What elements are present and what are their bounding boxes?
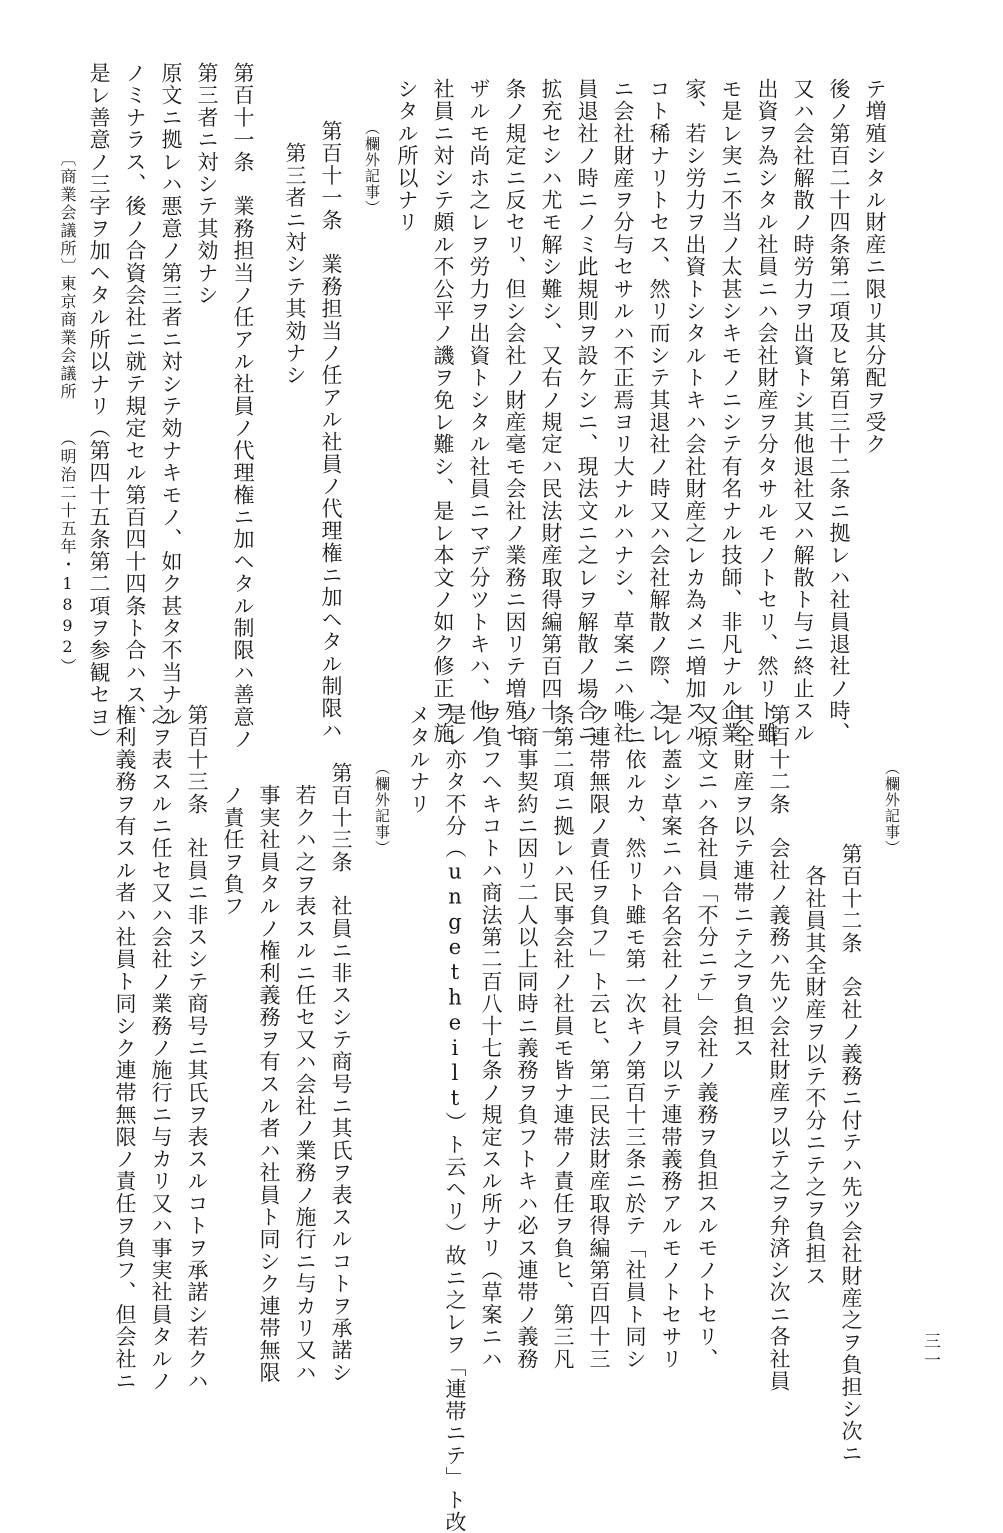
- top-main-text: [389, 78, 893, 744]
- marginal-note-label: （欄外記事）: [883, 760, 901, 856]
- bottom-article-text-2: [107, 704, 215, 1392]
- text-column: 後ノ第百二十四条第二項及ヒ第百三十二条ニ拠レハ社員退社ノ時、: [827, 78, 851, 744]
- text-column: 権利義務ヲ有スル者ハ社員ト同シク連帯無限ノ責任ヲ負フ、但会社ニ: [113, 704, 137, 1393]
- text-column: ザルモ尚ホ之レヲ労力ヲ出資トシタル社員ニマデ分ツトキハ、他ノ: [467, 78, 491, 744]
- text-column: 又ハ会社解散ノ時労力ヲ出資トシ其他退社又ハ解散ト与ニ終止スル: [791, 78, 815, 744]
- text-column: 員退社ノ時ニノミ此規則ヲ設ケシニ、現法文ニ之レヲ解散ノ場合ニ: [575, 78, 599, 744]
- note-column: 第百十一条 業務担当ノ任アル社員ノ代理権ニ加ヘタル制限ハ: [319, 120, 343, 742]
- text-column: 原文ニ拠レハ悪意ノ第三者ニ対シテ効ナキモノ、如ク甚タ不当ナル: [159, 62, 183, 728]
- note-column: 各社員其全財産ヲ以テ不分ニテ之ヲ負担ス: [803, 843, 827, 1287]
- note-column: 第三者ニ対シテ其効ナシ: [283, 120, 307, 387]
- note-column: ノ責任ヲ負フ: [221, 762, 245, 918]
- text-column: シタル所以ナリ: [395, 78, 419, 234]
- text-column: ニ会社財産ヲ分与セサルハ不正焉ヨリ大ナルハナシ、草案ニハ唯社: [611, 78, 635, 744]
- text-column: ノミナラス、後ノ合資会社ニ就テ規定セル第百四十四条ト合ハス、: [123, 62, 147, 728]
- footer-source: 〔商業会議所〕: [58, 150, 77, 276]
- note-column: 若クハ之ヲ表スルニ任セ又ハ会社ノ業務ノ施行ニ与カリ又ハ: [293, 762, 317, 1384]
- bottom-marginal-note-2: [215, 762, 359, 1384]
- text-column: ヲ負フヘキコトハ商法第二百八十七条ノ規定スル所ナリ（草案ニハ: [479, 704, 503, 1370]
- text-column: 其全財産ヲ以テ連帯ニテ之ヲ負担ス: [731, 704, 755, 1060]
- text-column: 第百十三条 社員ニ非スシテ商号ニ其氏ヲ表スルコトヲ承諾シ若クハ: [185, 704, 209, 1393]
- text-column: 条ノ規定ニ反セリ、但シ会社ノ財産毫モ会社ノ業務ニ因リテ増殖セ: [503, 78, 527, 744]
- bottom-article-text-1: [401, 704, 797, 1533]
- text-column: モ是レ実ニ不当ノ太甚シキモノニシテ有名ナル技師、非凡ナル企業: [719, 78, 743, 744]
- text-column: テ増殖シタル財産ニ限リ其分配ヲ受ク: [863, 78, 887, 456]
- text-column: 第百十一条 業務担当ノ任アル社員ノ代理権ニ加ヘタル制限ハ善意ノ: [231, 62, 255, 751]
- note-column: 第百十三条 社員ニ非スシテ商号ニ其氏ヲ表スルコトヲ承諾シ: [329, 762, 353, 1384]
- text-column: ク連帯無限ノ責任ヲ負フ」ト云ヒ、第二民法財産取得編第百四十三: [587, 704, 611, 1370]
- footer-date: （明治二十五年・1892）: [58, 430, 77, 676]
- text-column: 条第二項ニ拠レハ民事会社ノ社員モ皆ナ連帯ノ責任ヲ負ヒ、第三凡: [551, 704, 575, 1370]
- marginal-note-label: （欄外記事）: [373, 760, 391, 856]
- top-article-text: [81, 62, 261, 750]
- footer-publisher: 東京商業会議所: [58, 275, 77, 401]
- text-column: ソ商事契約ニ因リ二人以上同時ニ義務ヲ負フトキハ必ス連帯ノ義務: [515, 704, 539, 1370]
- top-marginal-note: [277, 120, 349, 742]
- text-column: 出資ヲ為シタル社員ニハ会社財産ヲ分タサルモノトセリ、然リト雖: [755, 78, 779, 744]
- text-column: 拡充セシハ尤モ解シ難シ、又右ノ規定ハ民法財産取得編第百四十一: [539, 78, 563, 744]
- text-column: 家、若シ労力ヲ出資トシタルトキハ会社財産之レカ為メニ増加スル: [683, 78, 707, 744]
- text-column: 第三者ニ対シテ其効ナシ: [195, 62, 219, 307]
- text-column: 是レ蓋シ草案ニハ合名会社ノ社員ヲ以テ連帯義務アルモノトセサリ: [659, 704, 683, 1370]
- text-column: 第百十二条 会社ノ義務ハ先ツ会社財産ヲ以テ之ヲ弁済シ次ニ各社員: [767, 704, 791, 1393]
- note-column: 事実社員タルノ権利義務ヲ有スル者ハ社員ト同シク連帯無限: [257, 762, 281, 1384]
- marginal-note-label: （欄外記事）: [363, 120, 381, 216]
- note-column: 第百十二条 会社ノ義務ニ付テハ先ツ会社財産之ヲ負担シ次ニ: [839, 843, 863, 1465]
- page-number: 三一: [920, 1332, 940, 1370]
- text-column: 社員ニ対シテ頗ル不公平ノ譏ヲ免レ難シ、是レ本文ノ如ク修正ヲ施: [431, 78, 455, 744]
- text-column: 又原文ニハ各社員「不分ニテ」会社ノ義務ヲ負担スルモノトセリ、: [695, 704, 719, 1370]
- text-column: シニ依ルカ、然リト雖モ第一次キノ第百十三条ニ於テ「社員ト同シ: [623, 704, 647, 1371]
- bottom-marginal-note-1: [797, 843, 869, 1465]
- text-column: メタルナリ: [407, 704, 431, 815]
- text-column: 是レ善意ノ三字ヲ加ヘタル所以ナリ（第四十五条第二項ヲ参観セヨ）: [87, 62, 111, 751]
- text-column: コト稀ナリトセス、然リ而シテ其退社ノ時又ハ会社解散ノ際、之レ: [647, 78, 671, 744]
- text-column: 是レ亦タ不分（ungetheilt）ト云ヘリ）故ニ之レヲ「連帯ニテ」ト改: [443, 704, 467, 1533]
- text-column: 之ヲ表スルニ任セ又ハ会社ノ業務ノ施行ニ与カリ又ハ事実社員タルノ: [149, 704, 173, 1393]
